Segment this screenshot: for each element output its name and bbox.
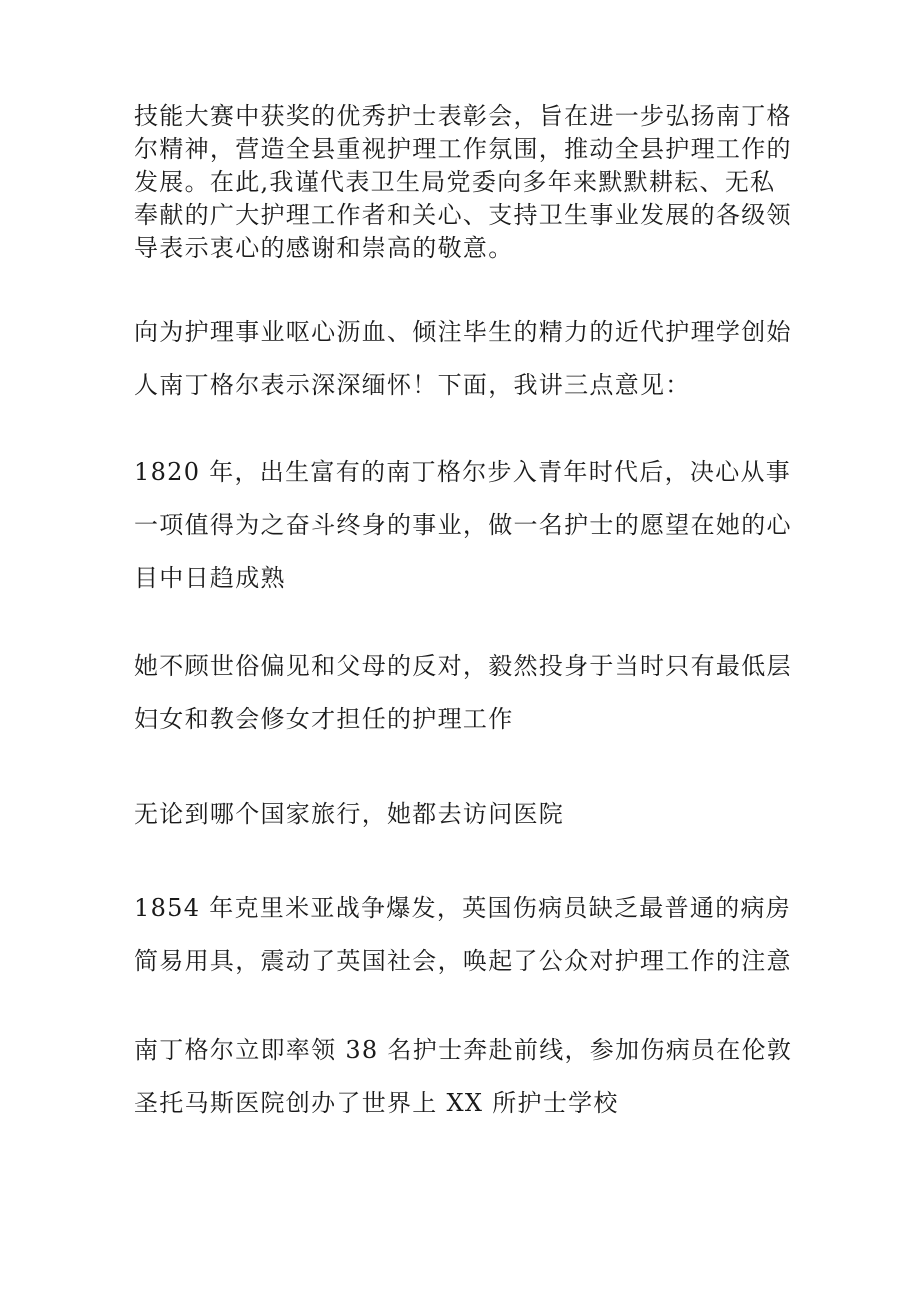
paragraph-visited-hospitals: 无论到哪个国家旅行，她都去访问医院	[134, 800, 565, 828]
paragraph-award-ceremony: 技能大赛中获奖的优秀护士表彰会，旨在进一步弘扬南丁格尔精神，营造全县重视护理工作氛围，推动全县护理工作的发展。在此,我谨代表卫生局党委向多年来默默耕耘、无私奉献的广大护理工作者和关心、支持卫生事业发展的各级领导表示衷心的感谢和崇高的敬意。	[134, 102, 792, 262]
paragraph-crimean-war: 1854 年克里米亚战争爆发，英国伤病员缺乏最普通的病房简易用具，震动了英国社会，唤起了公众对护理工作的注意	[134, 894, 792, 975]
paragraph-nursing-school: 南丁格尔立即率领 38 名护士奔赴前线，参加伤病员在伦敦圣托马斯医院创办了世界上 XX 所护士学校	[134, 1036, 793, 1117]
paragraph-nightingale-tribute: 向为护理事业呕心沥血、倾注毕生的精力的近代护理学创始人南丁格尔表示深深缅怀！下面，我讲三点意见：	[134, 318, 792, 399]
paragraph-1820-youth: 1820 年，出生富有的南丁格尔步入青年时代后，决心从事一项值得为之奋斗终身的事业，做一名护士的愿望在她的心目中日趋成熟	[134, 458, 792, 592]
paragraph-defied-prejudice: 她不顾世俗偏见和父母的反对，毅然投身于当时只有最低层妇女和教会修女才担任的护理工作	[134, 652, 792, 733]
